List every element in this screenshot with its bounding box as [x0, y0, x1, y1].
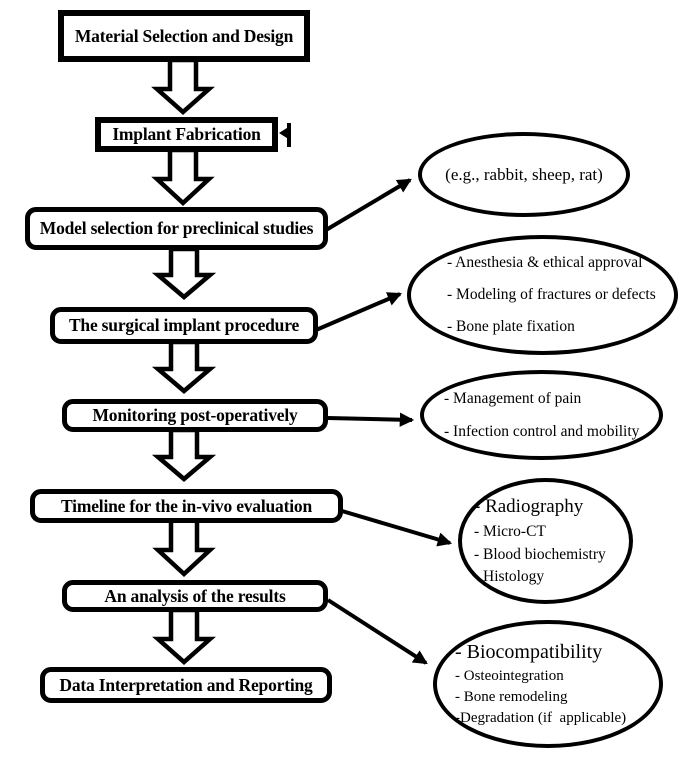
note-line: - Bone plate fixation [447, 317, 575, 335]
flow-box-analysis [62, 580, 328, 612]
flow-box-surgical-procedure [50, 307, 318, 344]
note-line: - Anesthesia & ethical approval [447, 254, 643, 272]
note-line: - Blood biochemistry [474, 545, 606, 563]
note-line: - Biocompatibility [455, 640, 603, 663]
note-line: (e.g., rabbit, sheep, rat) [445, 164, 603, 184]
flow-box-timeline [30, 489, 343, 523]
note-ellipse-evaluation-methods [458, 478, 633, 604]
note-line: - Infection control and mobility [444, 422, 640, 440]
flow-box-material-selection [58, 10, 310, 62]
block-arrow-down-1 [157, 60, 209, 112]
note-line: - Micro-CT [474, 522, 546, 540]
note-ellipse-postop-care [420, 370, 663, 460]
stray-mark-artifact [279, 123, 290, 147]
flow-box-label: Timeline for the in-vivo evaluation [61, 495, 312, 516]
note-line: -Degradation (if applicable) [455, 710, 627, 727]
block-arrow-down-3 [158, 249, 210, 297]
connector-monitoring-to-notes [328, 418, 412, 420]
connector-model-to-species [326, 180, 410, 230]
block-arrow-down-5 [158, 430, 210, 479]
flow-box-implant-fabrication [95, 117, 278, 152]
block-arrow-down-7 [158, 610, 210, 662]
connector-timeline-to-notes [342, 511, 450, 543]
block-arrow-down-2 [157, 150, 209, 203]
flow-box-monitoring [62, 399, 328, 432]
block-arrow-down-6 [158, 520, 210, 574]
flow-box-label: The surgical implant procedure [68, 315, 300, 335]
note-line: - Bone remodeling [455, 688, 568, 705]
connector-surgery-to-notes [316, 294, 400, 330]
flow-box-label: Data Interpretation and Reporting [59, 674, 313, 695]
flow-box-label: An analysis of the results [104, 585, 286, 606]
note-line: - Management of pain [444, 389, 582, 407]
connector-analysis-to-notes [328, 600, 426, 663]
flow-box-label: Monitoring post-operatively [92, 405, 298, 425]
note-line: - Modeling of fractures or defects [447, 286, 656, 304]
note-ellipse-animal-models [418, 132, 630, 217]
flow-box-label: Model selection for preclinical studies [39, 218, 314, 238]
note-line: - Histology [474, 568, 545, 586]
flow-box-model-selection [25, 207, 328, 250]
note-ellipse-surgery-details [407, 235, 678, 355]
block-arrow-down-4 [158, 342, 210, 391]
note-ellipse-analysis-outcomes [433, 620, 663, 748]
note-line: - Radiography [474, 495, 584, 517]
flow-box-data-interpretation [40, 667, 332, 703]
note-line: - Osteointegration [455, 667, 564, 684]
flow-box-label: Implant Fabrication [112, 124, 261, 144]
flow-box-label: Material Selection and Design [74, 25, 294, 46]
